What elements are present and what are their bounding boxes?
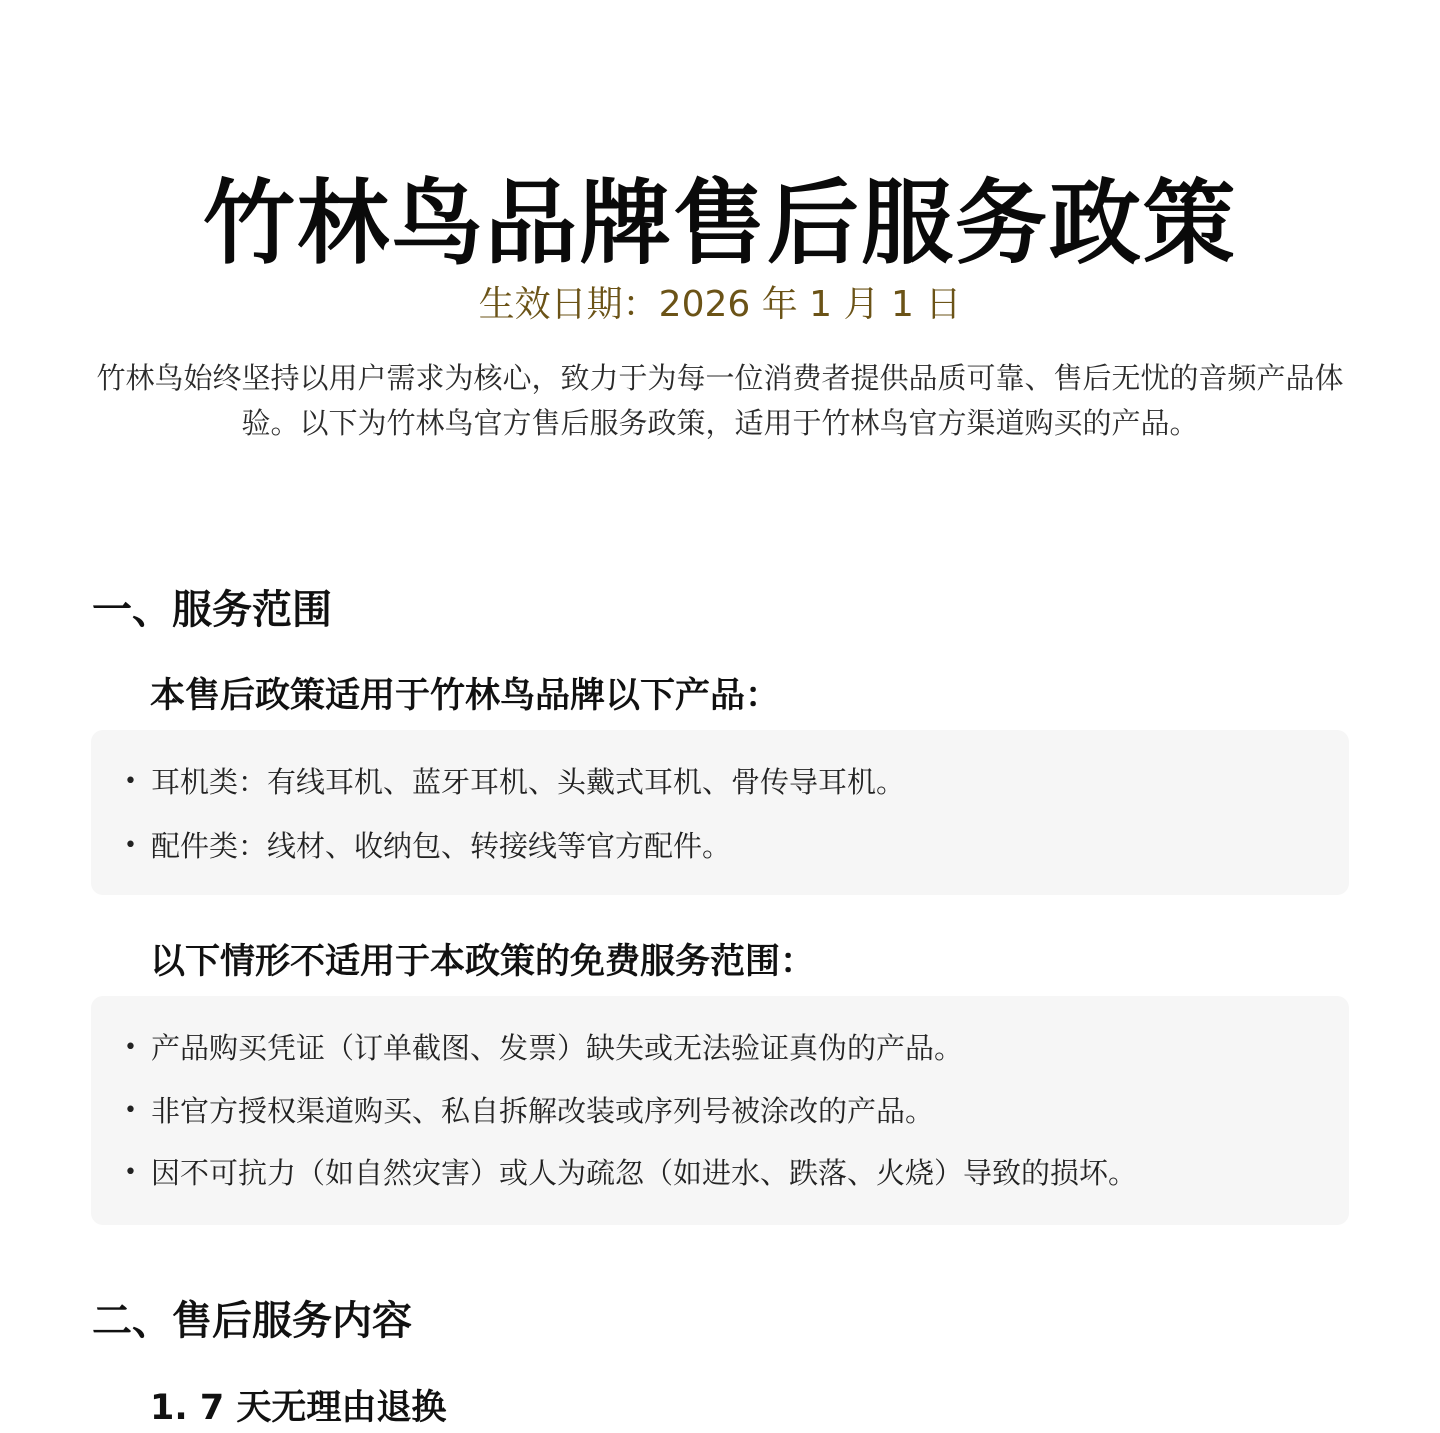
bullet-icon: • bbox=[124, 833, 137, 858]
list-item bbox=[91, 1091, 1349, 1131]
list-item bbox=[91, 826, 1349, 866]
effective-date: 生效日期：2026 年 1 月 1 日 bbox=[478, 284, 962, 325]
list-item-text: 配件类：线材、收纳包、转接线等官方配件。 bbox=[151, 829, 732, 863]
excluded-cases-list bbox=[91, 996, 1349, 1225]
bullet-icon: • bbox=[124, 769, 137, 794]
list-item-text: 非官方授权渠道购买、私自拆解改装或序列号被涂改的产品。 bbox=[151, 1094, 935, 1128]
list-item-text: 因不可抗力（如自然灾害）或人为疏忽（如进水、跌落、火烧）导致的损坏。 bbox=[151, 1156, 1138, 1190]
section-heading-service-content: 二、售后服务内容 bbox=[92, 1298, 412, 1344]
applicable-products-list bbox=[91, 730, 1349, 895]
bullet-icon: • bbox=[124, 1098, 137, 1123]
list-item-text: 耳机类：有线耳机、蓝牙耳机、头戴式耳机、骨传导耳机。 bbox=[151, 765, 906, 799]
list-item bbox=[91, 1028, 1349, 1068]
bullet-icon: • bbox=[124, 1035, 137, 1060]
list-item bbox=[91, 1153, 1349, 1193]
bullet-icon: • bbox=[124, 1160, 137, 1185]
page-title: 竹林鸟品牌售后服务政策 bbox=[202, 169, 1237, 277]
list-item bbox=[91, 762, 1349, 802]
subheading-excluded-cases: 以下情形不适用于本政策的免费服务范围： bbox=[150, 942, 816, 982]
list-item-text: 产品购买凭证（订单截图、发票）缺失或无法验证真伪的产品。 bbox=[151, 1031, 964, 1065]
subheading-applicable-products: 本售后政策适用于竹林鸟品牌以下产品： bbox=[150, 676, 781, 716]
section-heading-service-scope: 一、服务范围 bbox=[92, 587, 332, 633]
subheading-seven-day-return: 1. 7 天无理由退换 bbox=[150, 1388, 447, 1428]
intro-paragraph: 竹林鸟始终坚持以用户需求为核心，致力于为每一位消费者提供品质可靠、售后无忧的音频产品体验。以下为竹林鸟官方售后服务政策，适用于竹林鸟官方渠道购买的产品。 bbox=[96, 361, 1344, 440]
